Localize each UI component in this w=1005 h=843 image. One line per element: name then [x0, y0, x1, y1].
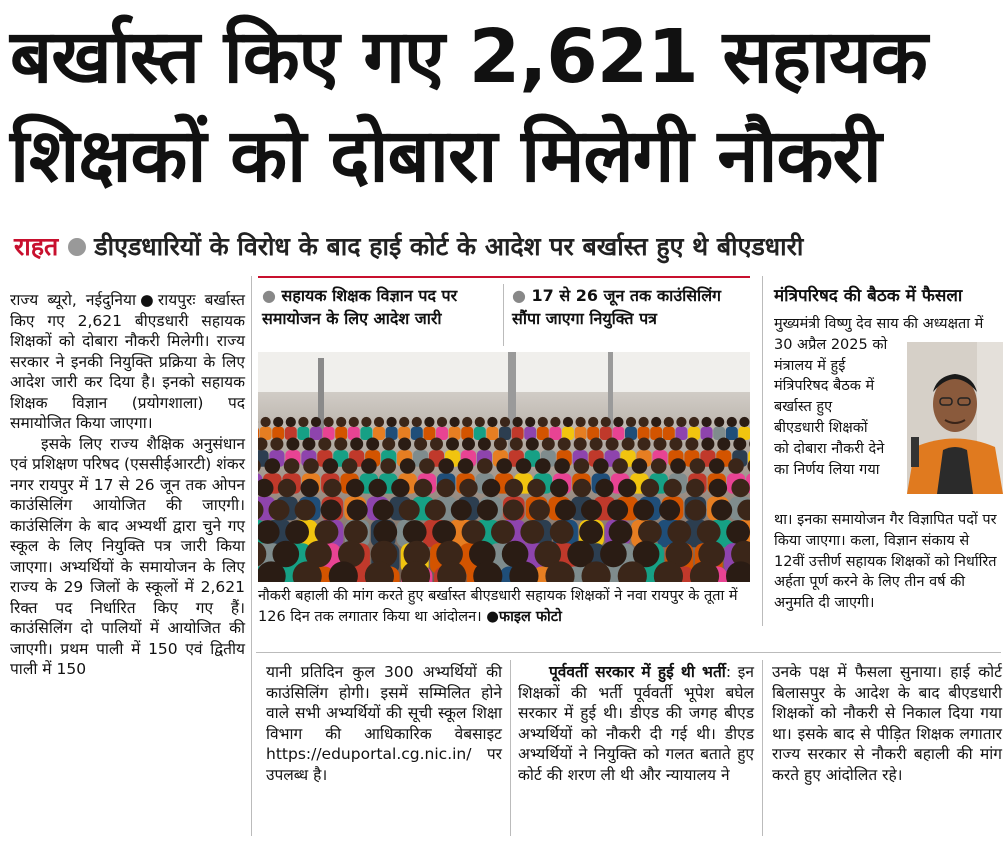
sidebar-text-bottom: था। इनका समायोजन गैर विज्ञापित पदों पर किया जाएगा। कला, विज्ञान संकाय से 12वीं उत्तीर्ण सहायक शिक्षकों को निर्धारित अर्हता पूर्ण करने के लिए तीन वर्ष की अनुमति दी जाएगी।	[774, 512, 997, 612]
photo-caption-text: नौकरी बहाली की मांग करते हुए बर्खास्त बीएडधारी सहायक शिक्षकों ने नवा रायपुर के तूता में 126 दिन तक लगातार किया था आंदोलन।	[258, 588, 738, 625]
sidebar-line: को दोबारा नौकरी देने	[774, 440, 885, 457]
highlight-divider	[503, 284, 504, 346]
column-divider	[762, 660, 763, 836]
highlight-2	[512, 284, 748, 350]
subsection-heading: पूर्ववर्ती सरकार में हुई थी भर्ती	[549, 663, 726, 681]
subheadline	[14, 228, 1004, 266]
article-column-3	[518, 662, 754, 785]
subhead-tag: राहत	[14, 232, 59, 261]
highlight-rule	[258, 276, 750, 278]
sidebar-line: मंत्रालय में हुई	[774, 357, 846, 374]
sidebar-title: मंत्रिपरिषद की बैठक में फैसला	[774, 286, 963, 306]
crowd-photo-illustration	[258, 352, 750, 582]
sidebar-line: बीएडधारी शिक्षकों	[774, 419, 868, 436]
article-column-1	[10, 290, 245, 680]
subhead-text: डीएडधारियों के विरोध के बाद हाई कोर्ट के आदेश पर बर्खास्त हुए थे बीएडधारी	[94, 232, 804, 261]
photo-caption	[258, 586, 750, 628]
chief-minister-portrait	[907, 342, 1003, 494]
highlight-1	[262, 284, 494, 350]
photo-credit: ●फाइल फोटो	[486, 609, 562, 625]
headline-line-1: बर्खास्त किए गए 2,621 सहायक	[10, 14, 927, 100]
sidebar-line: मंत्रिपरिषद बैठक में	[774, 378, 875, 395]
headline	[10, 8, 1000, 206]
headline-line-2: शिक्षकों को दोबारा मिलेगी नौकरी	[10, 113, 881, 199]
column-divider	[510, 660, 511, 836]
article-column-4: उनके पक्ष में फैसला सुनाया। हाई कोर्ट बिलासपुर के आदेश के बाद बीएडधारी शिक्षकों को नौकरी से निकाल दिया गया था। इसके बाद से पीड़ित शिक्षक लगातार राज्य सरकार से नौकरी बहाली की मांग करते हुए आंदोलित रहे।	[772, 663, 1002, 784]
highlight-1-text: सहायक शिक्षक विज्ञान पद पर समायोजन के लिए आदेश जारी	[262, 286, 458, 328]
bullet-icon: ●	[512, 286, 532, 305]
protest-photo	[258, 352, 750, 582]
column-divider	[762, 276, 763, 626]
portrait-illustration	[907, 342, 1003, 494]
article-column-2: यानी प्रतिदिन कुल 300 अभ्यर्थियों की काउंसिलिंग होगी। इसमें सम्मिलित होने वाले सभी अभ्यर्थियों की सूची स्कूल शिक्षा विभाग की आधिकारिक वेबसाइट https://eduportal.cg.nic.in/ पर उपलब्ध है।	[266, 663, 502, 784]
sidebar-line: का निर्णय लिया गया	[774, 461, 880, 478]
column-divider	[251, 276, 252, 836]
article-column-3-text: : इन शिक्षकों की भर्ती पूर्ववर्ती भूपेश बघेल सरकार में हुई थी। डीएड की जगह बीएड अभ्यर्थियों को नौकरी दी गई थी। डीएड अभ्यर्थियों ने नियुक्ति को गलत बताते हुए कोर्ट की शरण ली थी और न्यायालय ने	[518, 663, 754, 784]
sidebar-line: 30 अप्रैल 2025 को	[774, 336, 888, 353]
bullet-dot-icon	[68, 238, 86, 256]
sidebar-line: बर्खास्त हुए	[774, 399, 833, 416]
section-divider	[256, 652, 1001, 653]
article-paragraph-1: राज्य ब्यूरो, नईदुनिया●रायपुरः बर्खास्त किए गए 2,621 बीएडधारी सहायक शिक्षकों को दोबारा नौकरी मिलेगी। राज्य सरकार ने इनकी नियुक्ति प्रक्रिया के लिए आदेश जारी कर दिया है। इनको सहायक शिक्षक विज्ञान (प्रयोगशाला) पद समायोजित किया जाएगा।	[10, 291, 245, 432]
article-paragraph-2: इसके लिए राज्य शैक्षिक अनुसंधान एवं प्रशिक्षण परिषद (एससीईआरटी) शंकर नगर रायपुर में 17 से 26 जून तक ओपन काउंसिलिंग आयोजित की जाएगी। काउंसिलिंग के बाद अभ्यर्थी द्वारा चुने गए स्कूल के लिए नियुक्ति पत्र जारी किया जाएगा। अभ्यर्थियों के समायोजन के लिए राज्य के 29 जिलों के स्कूलों में 2,621 रिक्त पद निर्धारित किए गए हैं। काउंसिलिंग दो पालियों में आयोजित की जाएगी। प्रथम पाली में 150 एवं द्वितीय पाली में 150	[10, 434, 245, 678]
highlight-2-text: 17 से 26 जून तक काउंसिलिंग सौंपा जाएगा नियुक्ति पत्र	[512, 286, 722, 328]
sidebar-line: मुख्यमंत्री विष्णु देव साय की अध्यक्षता में	[774, 316, 984, 332]
bullet-icon: ●	[262, 286, 282, 305]
